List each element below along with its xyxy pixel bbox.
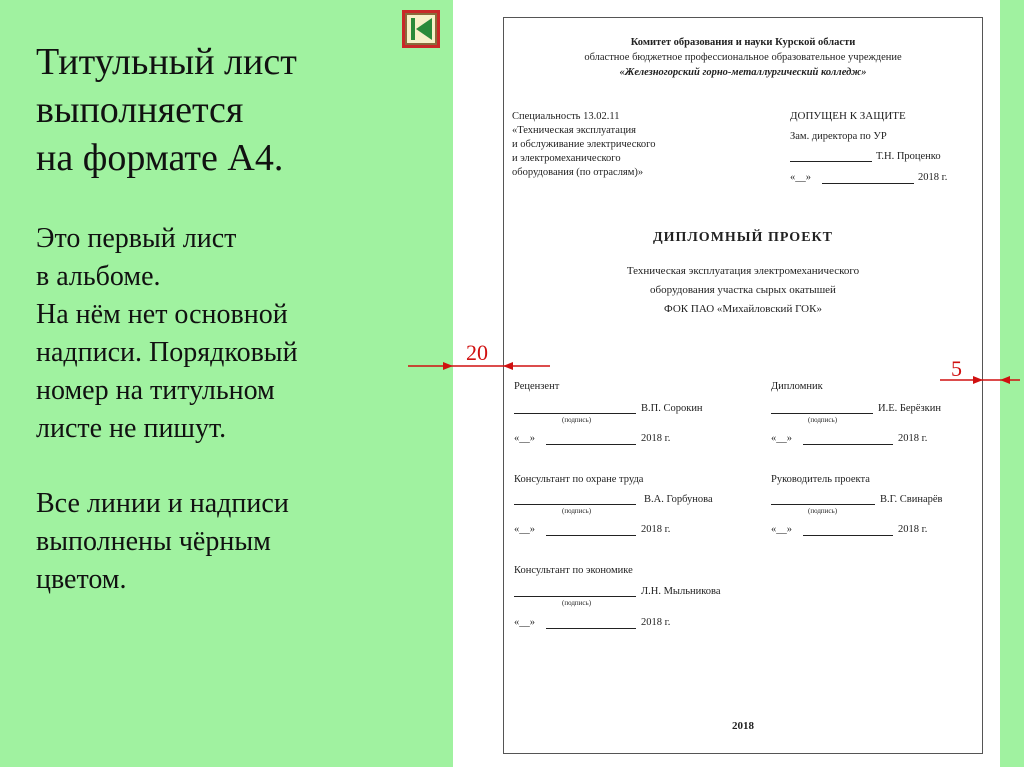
approval-date-prefix: «__» [790, 172, 811, 183]
role-supervisor: Руководитель проекта [771, 474, 870, 485]
topic-line: Техническая эксплуатация электромеханического [626, 265, 860, 277]
role-economics-consultant: Консультант по экономике [514, 565, 633, 576]
paragraph-line: Все линии и надписи [36, 488, 289, 519]
approval-year: 2018 г. [918, 172, 948, 183]
date-prefix: «__» [514, 433, 535, 444]
specialty-line: «Техническая эксплуатация [512, 125, 637, 136]
role-student: Дипломник [771, 381, 823, 392]
approval-title: ДОПУЩЕН К ЗАЩИТЕ [790, 110, 906, 122]
heading-line: на формате А4. [36, 137, 284, 179]
specialty-line: Специальность 13.02.11 [512, 111, 620, 122]
date-prefix: «__» [514, 617, 535, 628]
paragraph-line: надписи. Порядковый [36, 337, 298, 368]
date-year: 2018 г. [641, 617, 671, 628]
approval-name: Т.Н. Проценко [876, 151, 941, 162]
doc-header-line2: областное бюджетное профессиональное образовательное учреждение [584, 52, 902, 63]
heading-line: выполняется [36, 89, 244, 131]
left-dimension-arrowhead [503, 362, 513, 370]
name-student: И.Е. Берёзкин [878, 403, 941, 414]
date-prefix: «__» [771, 524, 792, 535]
right-margin-dimension: 5 [951, 356, 962, 381]
doc-header-line1: Комитет образования и науки Курской области [630, 37, 856, 48]
paragraph-line: выполнены чёрным [36, 526, 271, 557]
date-year: 2018 г. [641, 433, 671, 444]
paragraph-line: цветом. [36, 564, 127, 595]
paragraph-line: Это первый лист [36, 223, 237, 254]
paragraph-line: номер на титульном [36, 375, 275, 406]
date-year: 2018 г. [641, 524, 671, 535]
doc-title: ДИПЛОМНЫЙ ПРОЕКТ [652, 230, 834, 245]
approval-position: Зам. директора по УР [790, 131, 887, 142]
doc-footer-year: 2018 [732, 720, 754, 732]
name-safety-consultant: В.А. Горбунова [644, 494, 713, 505]
left-dimension-arrowhead [443, 362, 453, 370]
heading-line: Титульный лист [36, 41, 297, 83]
signature-caption: (подпись) [808, 416, 838, 424]
specialty-line: и электромеханического [512, 153, 621, 164]
specialty-line: и обслуживание электрического [512, 139, 656, 150]
role-reviewer: Рецензент [514, 381, 560, 392]
paragraph-line: На нём нет основной [36, 299, 288, 330]
topic-line: ФОК ПАО «Михайловский ГОК» [664, 303, 822, 315]
paragraph-line: листе не пишут. [36, 413, 227, 444]
paragraph-line: в альбоме. [36, 261, 161, 292]
date-prefix: «__» [514, 524, 535, 535]
date-year: 2018 г. [898, 433, 928, 444]
left-margin-dimension: 20 [466, 340, 488, 365]
name-economics-consultant: Л.Н. Мыльникова [641, 586, 721, 597]
role-safety-consultant: Консультант по охране труда [514, 474, 644, 485]
doc-header-line3: «Железногорский горно-металлургический колледж» [619, 67, 867, 78]
signature-caption: (подпись) [562, 599, 592, 607]
date-prefix: «__» [771, 433, 792, 444]
topic-line: оборудования участка сырых окатышей [650, 284, 836, 296]
name-supervisor: В.Г. Свинарёв [880, 494, 943, 505]
date-year: 2018 г. [898, 524, 928, 535]
specialty-line: оборудования (по отраслям)» [512, 167, 644, 178]
right-dimension-arrowhead [973, 376, 983, 384]
name-reviewer: В.П. Сорокин [641, 403, 703, 414]
right-dimension-arrowhead [1000, 376, 1010, 384]
signature-caption: (подпись) [562, 507, 592, 515]
signature-caption: (подпись) [562, 416, 592, 424]
signature-caption: (подпись) [808, 507, 838, 515]
